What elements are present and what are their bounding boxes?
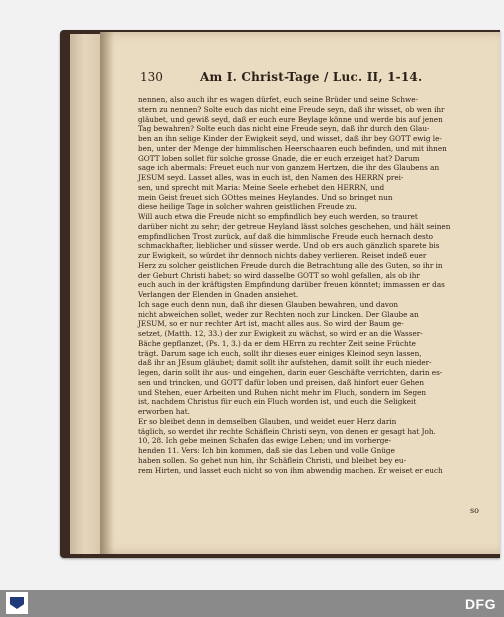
text-line: darüber nicht zu sehr; der getreue Heyland lässt solches geschehen, und hält seinen <box>138 221 451 231</box>
text-line: der Geburt Christi habet; so wird dasselbe GOTT so wohl gefallen, als ob ihr <box>138 270 420 280</box>
text-line: legen, darin sollt ihr aus- und eingehen, darin euer Geschäfte verrichten, darin es- <box>138 368 443 377</box>
dfg-logo[interactable]: DFG <box>464 596 496 612</box>
text-line: Er so bleibet denn in demselben Glauben, und weidet euer Herz darin <box>138 416 397 426</box>
text-line: Ich sage euch denn nun, daß ihr diesen Glauben bewahren, und davon <box>138 299 399 309</box>
text-line: ist, nachdem Christus für euch ein Fluch worden ist, und euch die Seligkeit <box>138 397 417 407</box>
logo-icon <box>10 597 24 609</box>
page-number: 130 <box>140 70 163 84</box>
text-line: JESUM seyd. Lasset alles, was in euch ist, den Namen des HERRN prei- <box>138 173 404 182</box>
text-line: Herz zu solcher geistlichen Freude durch die Betrachtung alle des Guten, so ihr in <box>138 260 443 270</box>
text-line: daß ihr an JEsum gläubet; damit sollt ihr aufstehen, damit sollt ihr euch nieder- <box>138 358 432 368</box>
text-line: Bäche gepflanzet, (Ps. 1, 3.) da er dem HErrn zu rechter Zeit seine Früchte <box>138 338 416 348</box>
body-text <box>138 95 488 535</box>
text-line: empfindlichen Trost zurück, auf daß die himmlische Freude euch hernach desto <box>138 231 434 241</box>
text-line: nicht abweichen sollet, weder zur Rechten noch zur Lincken. Der Glaube an <box>138 309 419 319</box>
text-line: diese heilige Tage in solcher wahren geistlichen Freude zu. <box>138 202 357 212</box>
text-line: ben an ihn selige Kinder der Ewigkeit seyd, und wisset, daß ihr bey GOTT ewig le- <box>138 134 442 143</box>
text-line: täglich, so werdet ihr rechte Schäflein Christi seyn, von denen er gesagt hat Joh. <box>138 426 436 436</box>
viewer-footer <box>0 590 504 617</box>
text-line: setzet, (Matth. 12, 33.) der zur Ewigkeit zu wächst, so wird er an die Wasser- <box>138 329 423 338</box>
text-line: haben sollen. So gehet nun hin, ihr Schäflein Christi, und bleibet bey eu- <box>138 455 407 465</box>
catchword: so <box>470 506 479 515</box>
text-line: rem Hirten, und lasset euch nicht so von ihm abwendig machen. Er weiset er euch <box>138 465 443 475</box>
text-line: mein Geist freuet sich GOttes meines Heylandes. Und so bringet nun <box>138 192 393 202</box>
text-line: 10, 28. Ich gebe meinen Schafen das ewige Leben; und im vorherge- <box>138 436 392 446</box>
text-line: GOTT loben sollet für solche grosse Gnade, die er euch erzeiget hat? Darum <box>138 153 420 163</box>
running-title: Am I. Christ-Tage / Luc. II, 1-14. <box>200 70 423 84</box>
text-line: und Stehen, euer Arbeiten und Ruhen nicht mehr im Fluch, sondern im Segen <box>138 387 427 397</box>
text-line: henden 11. Vers: Ich bin kommen, daß sie das Leben und volle Gnüge <box>138 446 395 455</box>
text-line: nennen, also auch ihr es wagen dürfet, euch seine Brüder und seine Schwe- <box>138 95 418 104</box>
text-line: JESUM, so er nur rechter Art ist, macht alles aus. So wird der Baum ge- <box>138 319 404 329</box>
text-line: Tag bewahren? Solte euch das nicht eine Freude seyn, daß ihr durch den Glau- <box>138 124 430 134</box>
text-line: sen, und sprecht mit Maria: Meine Seele erhebet den HERRN, und <box>138 182 385 192</box>
text-line: stern zu nennen? Solte euch das nicht eine Freude seyn, daß ihr wisset, ob wen ihr <box>138 104 445 114</box>
text-line: euch auch in der kräftigsten Empfindung darüber freuen könntet; immassen er das <box>138 280 445 290</box>
gutter-shadow <box>100 32 114 554</box>
text-line: Will auch etwa die Freude nicht so empfindlich bey euch werden, so trauret <box>138 212 418 221</box>
text-line: schmackhafter, lieblicher und süsser werde. Und ob ers auch gänzlich sparete bis <box>138 241 440 251</box>
franckesche-stiftungen-logo[interactable] <box>6 592 28 614</box>
text-line: gläubet, und gewiß seyd, daß er euch eure Beylage könne und werde bis auf jenen <box>138 114 443 124</box>
text-line: sage ich abermals: Freuet euch nur von ganzem Hertzen, die ihr des Glaubens an <box>138 163 440 173</box>
text-line: zur Ewigkeit, so würdet ihr dennoch nichts dabey verlieren. Reiset indeß euer <box>138 251 427 260</box>
text-line: Verlangen der Elenden in Gnaden ansiehet. <box>138 290 299 299</box>
text-line: erworben hat. <box>138 407 190 416</box>
text-line: ben, unter der Menge der himmlischen Heerschaaren euch befinden, und mit ihnen <box>138 143 447 153</box>
text-line: trägt. Darum sage ich euch, sollt ihr dieses euer einiges Kleinod seyn lassen, <box>138 348 422 358</box>
text-line: sen und trincken, und GOTT dafür loben und preisen, daß hinfort euer Gehen <box>138 377 424 387</box>
page-header <box>140 70 470 86</box>
